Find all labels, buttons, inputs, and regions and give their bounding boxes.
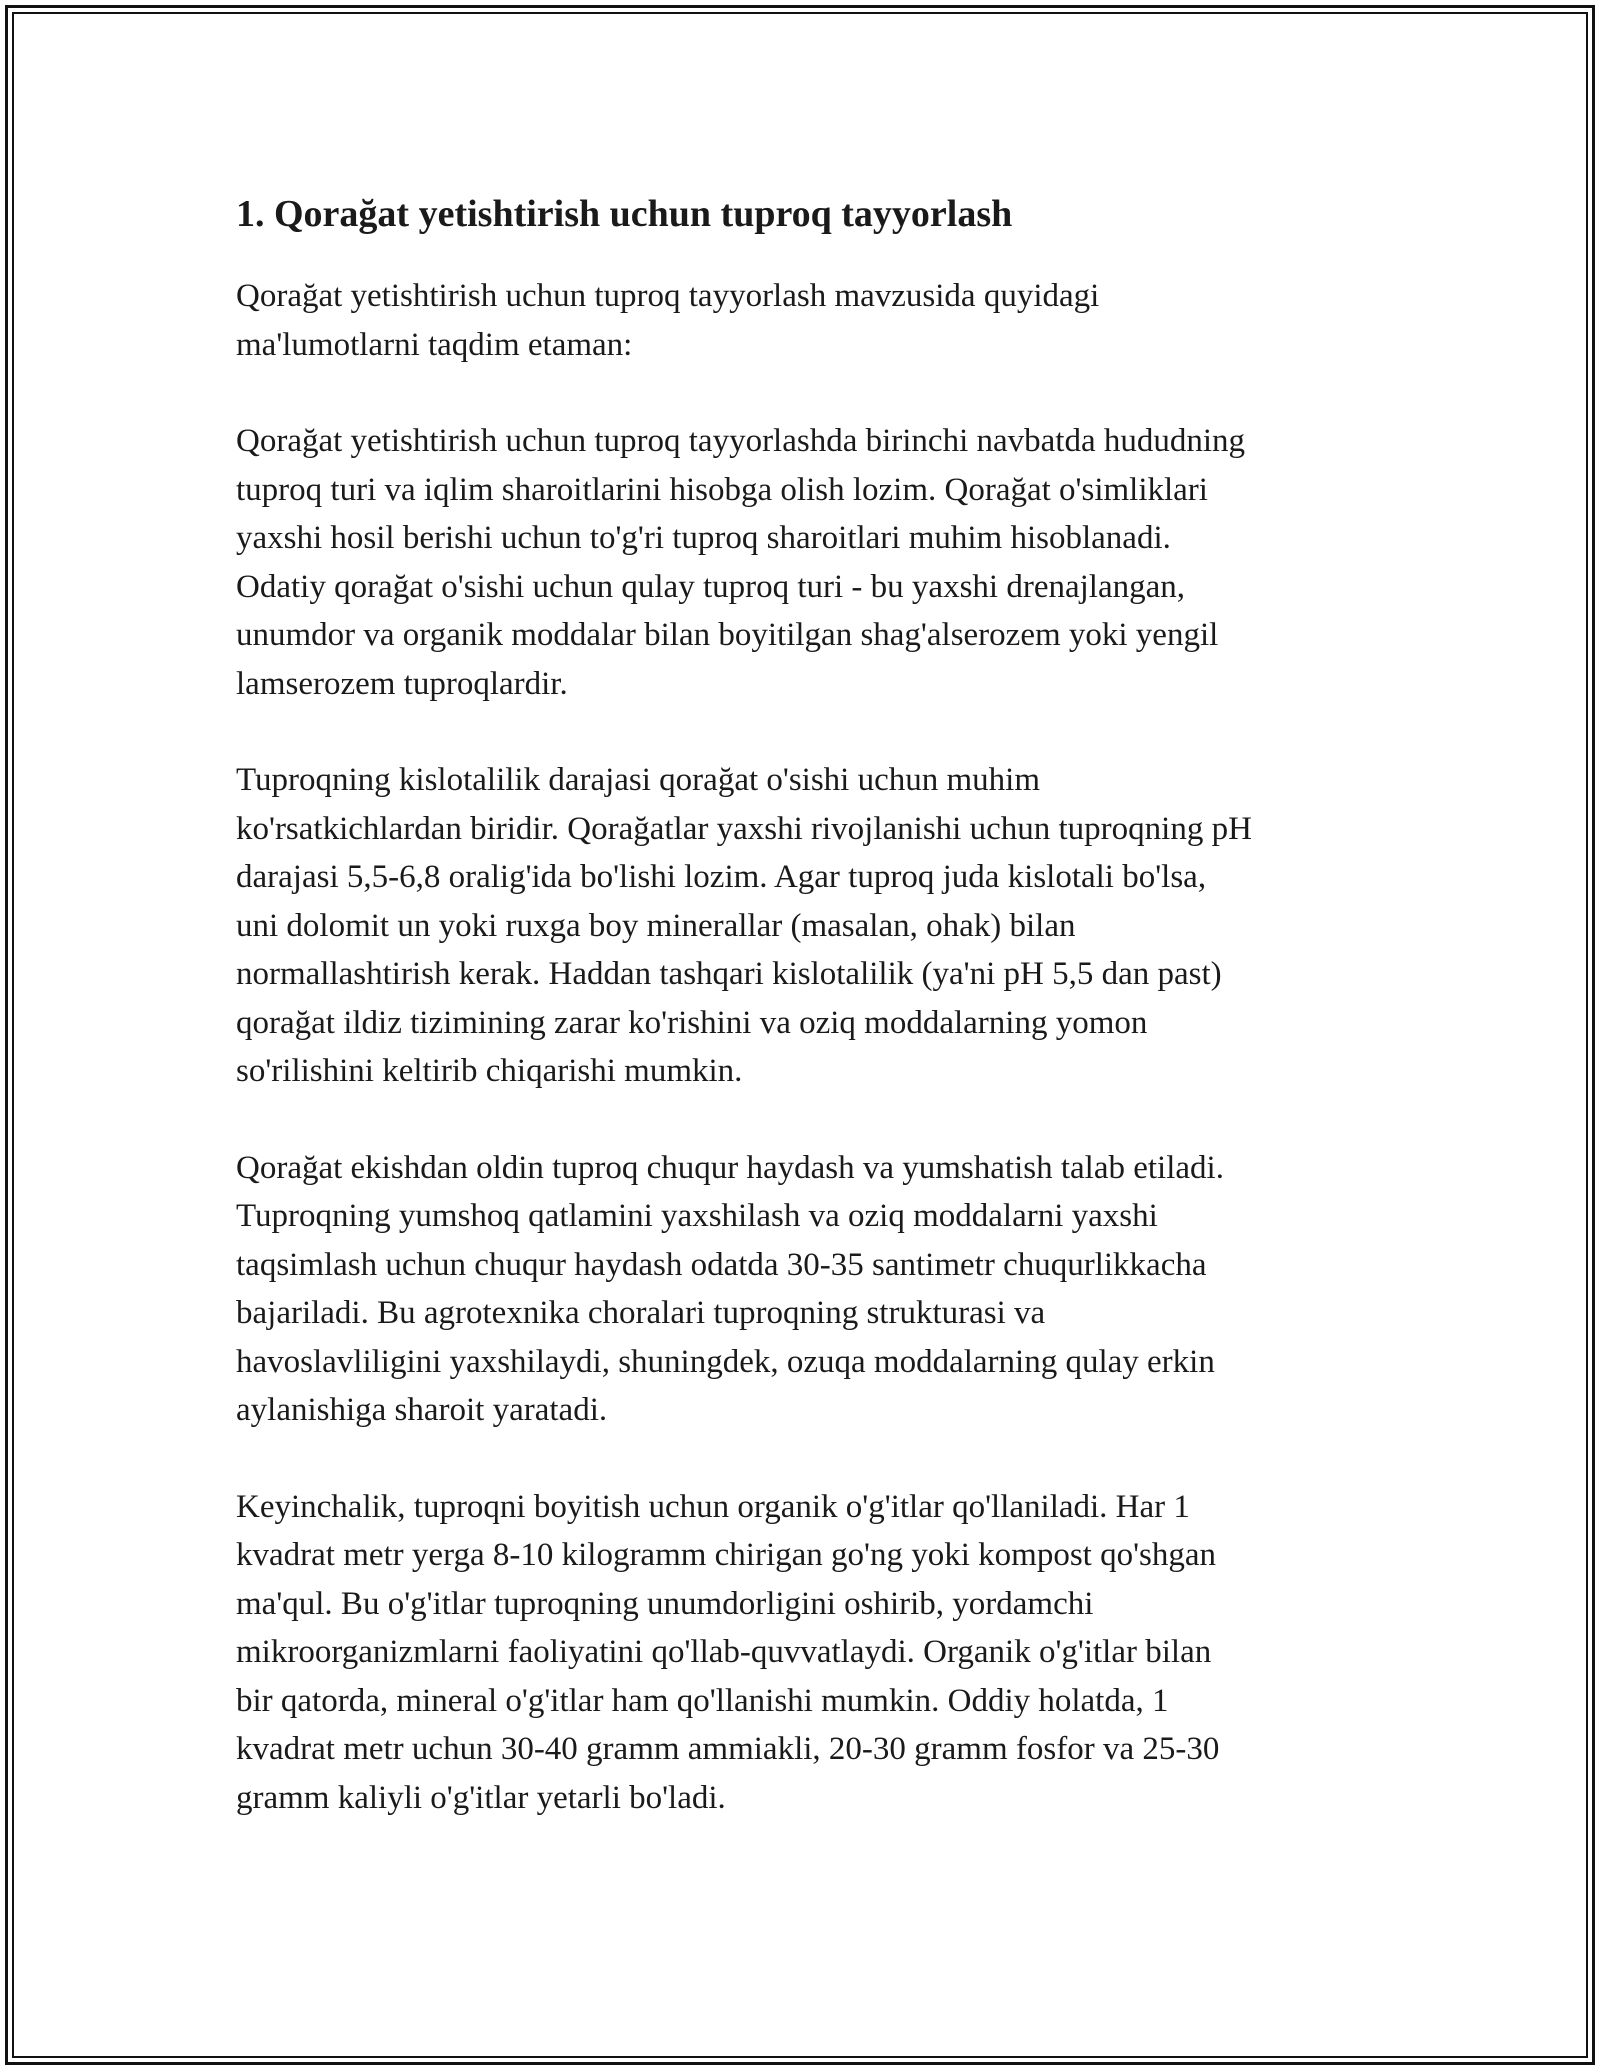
paragraph-soil-acidity: Tuproqning kislotalilik darajasi qorağat o'sishi uchun muhim ko'rsatkichlardan biridir. Qorağatlar yaxshi rivojlanishi uchun tuproqning pH darajasi 5,5-6,8 oralig'ida bo'lishi lozim. Agar tuproq juda kislotali bo'lsa, uni dolomit un yoki ruxga boy minerallar (masalan, ohak) bilan normallashtirish kerak. Haddan tashqari kislotalilik (ya'ni pH 5,5 dan past) qorağat ildiz tizimining zarar ko'rishini va oziq moddalarning yomon so'rilishini keltirib chiqarishi mumkin. [236,762,1252,1089]
paragraph-plowing: Qorağat ekishdan oldin tuproq chuqur haydash va yumshatish talab etiladi. Tuproqning yumshoq qatlamini yaxshilash va oziq moddalarni yaxshi taqsimlash uchun chuqur haydash odatda 30-35 santimetr chuqurlikkacha bajariladi. Bu agrotexnika choralari tuproqning strukturasi va havoslavliligini yaxshilaydi, shuningdek, ozuqa moddalarning qulay erkin aylanishiga sharoit yaratadi. [236,1149,1224,1428]
paragraph-soil-type: Qorağat yetishtirish uchun tuproq tayyorlashda birinchi navbatda hududning tuproq turi va iqlim sharoitlarini hisobga olish lozim. Qorağat o'simliklari yaxshi hosil berishi uchun to'g'ri tuproq sharoitlari muhim hisoblanadi. Odatiy qorağat o'sishi uchun qulay tuproq turi - bu yaxshi drenajlangan, unumdor va organik moddalar bilan boyitilgan shag'alserozem yoki yengil lamserozem tuproqlardir. [236,423,1246,702]
intro-paragraph: Qorağat yetishtirish uchun tuproq tayyorlash mavzusida quyidagi ma'lumotlarni taqdim etaman: [236,278,1100,363]
document-body [236,184,1386,1870]
section-heading: 1. Qorağat yetishtirish uchun tuproq tayyorlash [236,193,1013,235]
paragraph-fertilizers: Keyinchalik, tuproqni boyitish uchun organik o'g'itlar qo'llaniladi. Har 1 kvadrat metr yerga 8-10 kilogramm chirigan go'ng yoki kompost qo'shgan ma'qul. Bu o'g'itlar tuproqning unumdorligini oshirib, yordamchi mikroorganizmlarni faoliyatini qo'llab-quvvatlaydi. Organik o'g'itlar bilan bir qatorda, mineral o'g'itlar ham qo'llanishi mumkin. Oddiy holatda, 1 kvadrat metr uchun 30-40 gramm ammiakli, 20-30 gramm fosfor va 25-30 gramm kaliyli o'g'itlar yetarli bo'ladi. [236,1488,1220,1816]
